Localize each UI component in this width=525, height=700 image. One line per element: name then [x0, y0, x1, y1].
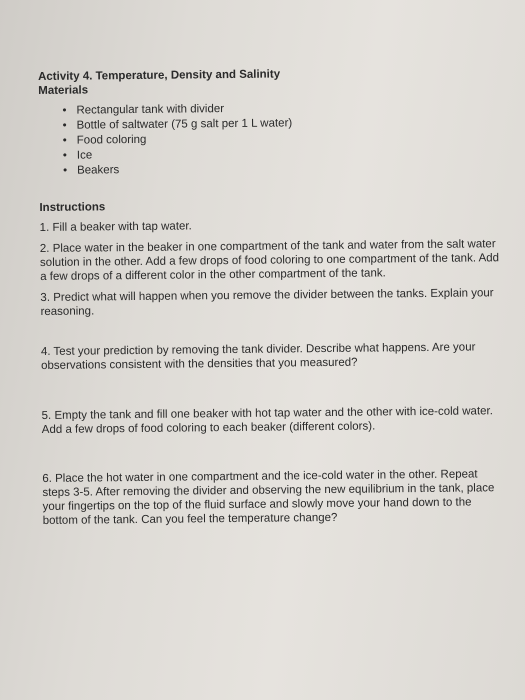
bullet-icon: • — [62, 119, 67, 132]
material-label: Rectangular tank with divider — [76, 103, 225, 117]
material-label: Ice — [76, 149, 93, 162]
material-label: Bottle of saltwater (75 g salt per 1 L water) — [76, 117, 293, 132]
instruction-step-6: 6. Place the hot water in one compartment and the ice-cold water in the other. Repeat steps 3-5. After removing the divider and observing the new equilibrium in the tank, place your fingertips on the top of the fluid surface and slowly move your hand down to the bottom of the tank. Can you feel the temperature change? — [42, 468, 495, 527]
instruction-step-4: 4. Test your prediction by removing the tank divider. Describe what happens. Are your observations consistent with the densities that you measured? — [40, 341, 476, 372]
instruction-step-1: 1. Fill a beaker with tap water. — [39, 220, 192, 234]
instructions-heading: Instructions — [39, 201, 106, 214]
bullet-icon: • — [62, 134, 67, 147]
bullet-icon: • — [62, 104, 67, 117]
materials-list — [38, 99, 501, 179]
instruction-step-2: 2. Place water in the beaker in one compartment of the tank and water from the salt water solution in the other. Add a few drops of food coloring to one compartment of the tank. Add a few drops of a different color in the other compartment of the tank. — [39, 238, 500, 283]
instruction-step-5: 5. Empty the tank and fill one beaker with hot tap water and the other with ice-cold water. Add a few drops of food coloring to each beaker (different colors). — [41, 405, 493, 436]
worksheet-content — [38, 65, 505, 528]
material-label: Beakers — [76, 164, 120, 177]
bullet-icon: • — [62, 149, 67, 162]
material-label: Food coloring — [76, 133, 147, 147]
instruction-step-3: 3. Predict what will happen when you remove the divider between the tanks. Explain your reasoning. — [40, 287, 494, 318]
activity-title: Activity 4. Temperature, Density and Salinity — [38, 68, 281, 83]
bullet-icon: • — [62, 164, 68, 177]
materials-heading: Materials — [38, 84, 89, 97]
list-item — [63, 159, 501, 179]
